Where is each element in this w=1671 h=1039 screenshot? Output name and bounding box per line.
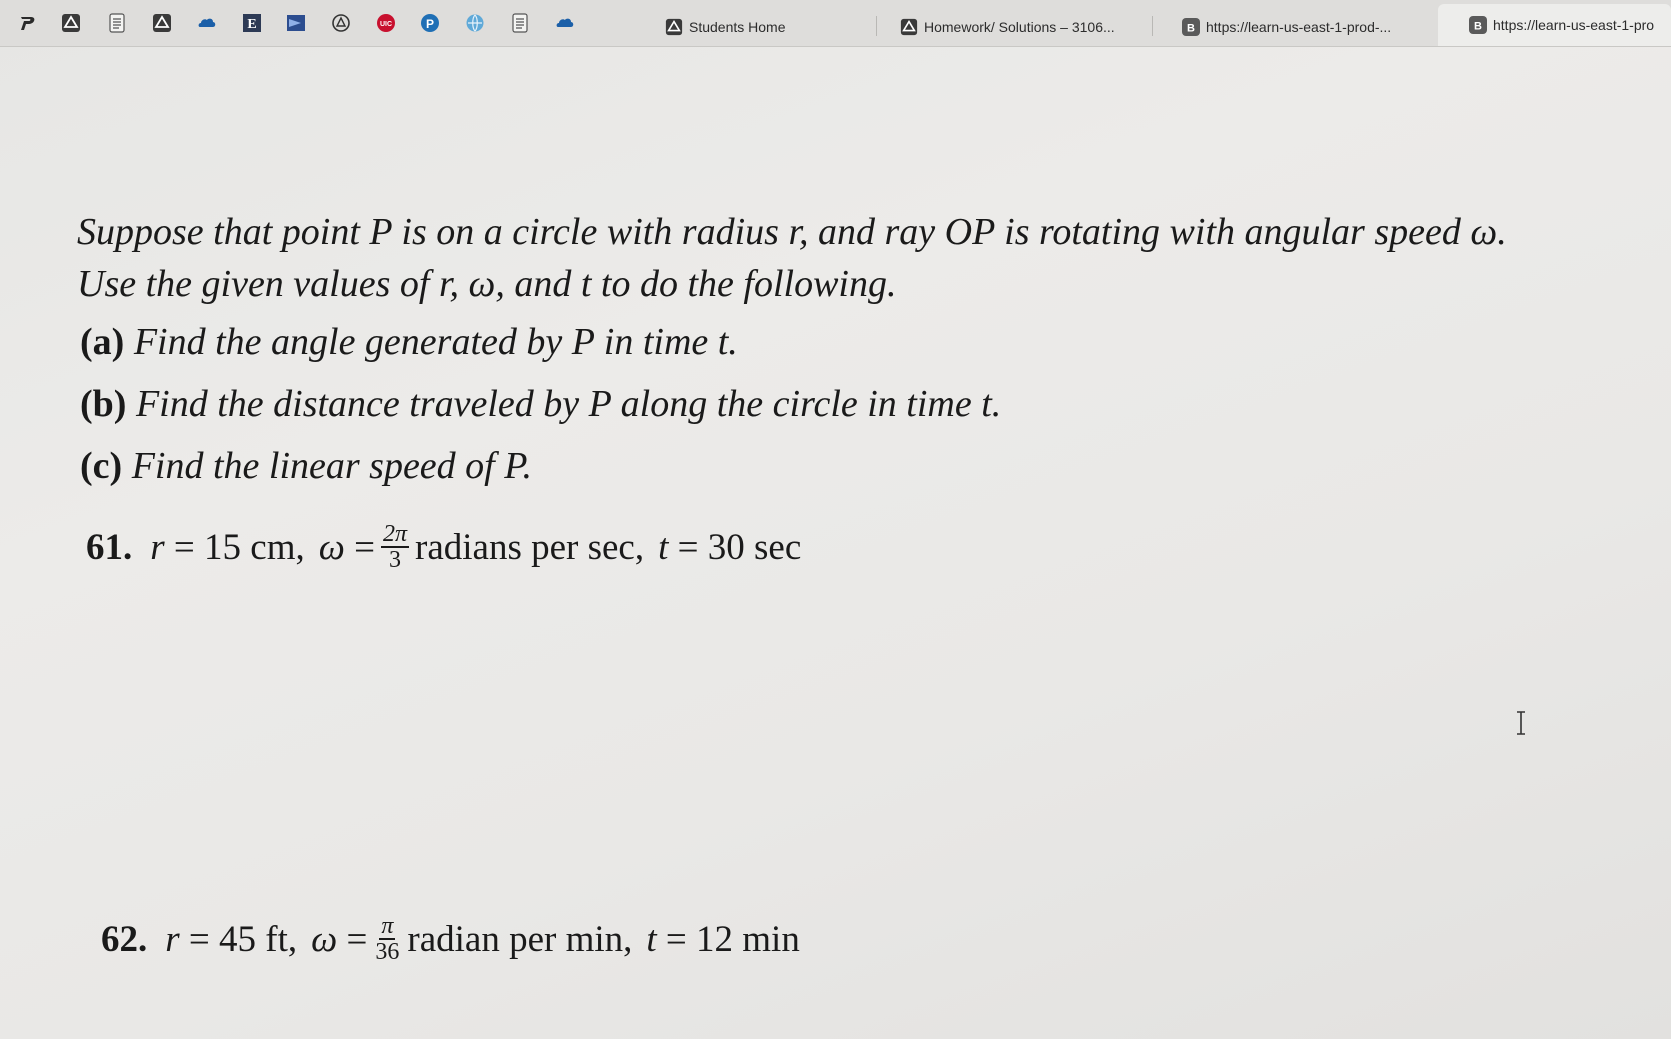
app-grid-icon	[665, 18, 683, 36]
part-label: (c)	[80, 445, 123, 487]
time-value: = 30 sec	[677, 526, 802, 568]
part-text: Find the distance traveled by P along the circle in time t.	[135, 383, 1002, 425]
part-text: Find the linear speed of P.	[131, 445, 533, 487]
bookmark-flag[interactable]	[286, 13, 306, 33]
bookmark-cloud-1[interactable]	[197, 13, 217, 33]
omega-fraction	[381, 522, 409, 572]
app-grid-icon	[900, 18, 918, 36]
browser-toolbar	[0, 0, 1671, 47]
omega-variable: ω	[318, 526, 345, 568]
fraction-numerator: 2π	[382, 521, 408, 547]
part-c	[80, 444, 532, 488]
globe-icon	[465, 13, 485, 33]
tab-label: https://learn-us-east-1-prod-...	[1206, 19, 1392, 35]
problem-61	[86, 522, 801, 572]
radius-value: = 45 ft,	[188, 918, 298, 960]
part-label: (b)	[80, 383, 127, 425]
omega-unit: radians per sec,	[415, 526, 645, 568]
tab-homework-solutions[interactable]	[900, 8, 1140, 46]
text-cursor-icon	[1514, 711, 1528, 735]
bookmark-doc-1[interactable]	[107, 13, 127, 33]
time-value: = 12 min	[665, 918, 800, 960]
svg-text:B: B	[1187, 22, 1195, 35]
app-grid-icon	[152, 13, 172, 33]
flag-icon	[286, 13, 306, 33]
problem-number: 62.	[101, 918, 148, 960]
bookmark-brand-p[interactable]	[18, 13, 38, 33]
part-label: (a)	[80, 321, 125, 363]
bookmark-pinterest[interactable]	[420, 13, 440, 33]
blackboard-icon	[1182, 18, 1200, 36]
brand-p-icon	[18, 13, 38, 33]
tab-students-home[interactable]	[665, 8, 865, 46]
part-text: Find the angle generated by P in time t.	[133, 321, 738, 363]
bookmark-circle-logo[interactable]	[331, 13, 351, 33]
part-b	[80, 382, 1001, 426]
bookmark-cloud-2[interactable]	[555, 13, 575, 33]
tab-separator	[876, 16, 877, 36]
svg-text:B: B	[1474, 20, 1482, 33]
bookmark-uic[interactable]	[376, 13, 396, 33]
tab-label: https://learn-us-east-1-pro	[1493, 17, 1655, 33]
pinterest-icon	[420, 13, 440, 33]
time-variable: t	[646, 918, 657, 960]
bookmark-globe[interactable]	[465, 13, 485, 33]
problem-number: 61.	[86, 526, 133, 568]
app-grid-icon	[61, 13, 81, 33]
omega-variable: ω	[311, 918, 338, 960]
tab-learn-url-2-active[interactable]	[1438, 4, 1671, 46]
problem-instructions: Suppose that point P is on a circle with radius r, and ray OP is rotating with angular speed ω. Use the given values of r, ω, and t to do the following.	[77, 211, 1507, 305]
document-icon	[107, 13, 127, 33]
fraction-denominator: 3	[389, 547, 401, 573]
tab-label: Students Home	[689, 19, 786, 35]
blackboard-icon	[1469, 16, 1487, 34]
radius-variable: r	[165, 918, 180, 960]
uic-icon	[376, 13, 396, 33]
bookmark-app-1[interactable]	[61, 13, 81, 33]
svg-text:UIC: UIC	[379, 21, 393, 28]
radius-variable: r	[150, 526, 165, 568]
svg-text:E: E	[247, 17, 257, 32]
fraction-denominator: 36	[375, 939, 400, 965]
svg-text:P: P	[425, 17, 435, 31]
radius-value: = 15 cm,	[173, 526, 305, 568]
document-icon	[510, 13, 530, 33]
tab-learn-url-1[interactable]	[1182, 8, 1422, 46]
cloud-icon	[197, 13, 217, 33]
e-book-icon	[242, 13, 262, 33]
omega-equals: =	[354, 526, 375, 568]
document-viewer[interactable]	[0, 46, 1671, 1039]
problem-62	[101, 914, 800, 964]
circle-logo-icon	[331, 13, 351, 33]
bookmark-app-2[interactable]	[152, 13, 172, 33]
fraction-numerator: π	[381, 913, 394, 939]
cloud-icon	[555, 13, 575, 33]
omega-unit: radian per min,	[407, 918, 633, 960]
bookmark-doc-2[interactable]	[510, 13, 530, 33]
time-variable: t	[658, 526, 669, 568]
bookmark-e-book[interactable]	[242, 13, 262, 33]
tab-separator	[1152, 16, 1153, 36]
omega-equals: =	[346, 918, 368, 960]
tab-label: Homework/ Solutions – 3106...	[924, 19, 1115, 35]
part-a	[80, 320, 738, 364]
omega-fraction	[373, 914, 401, 964]
